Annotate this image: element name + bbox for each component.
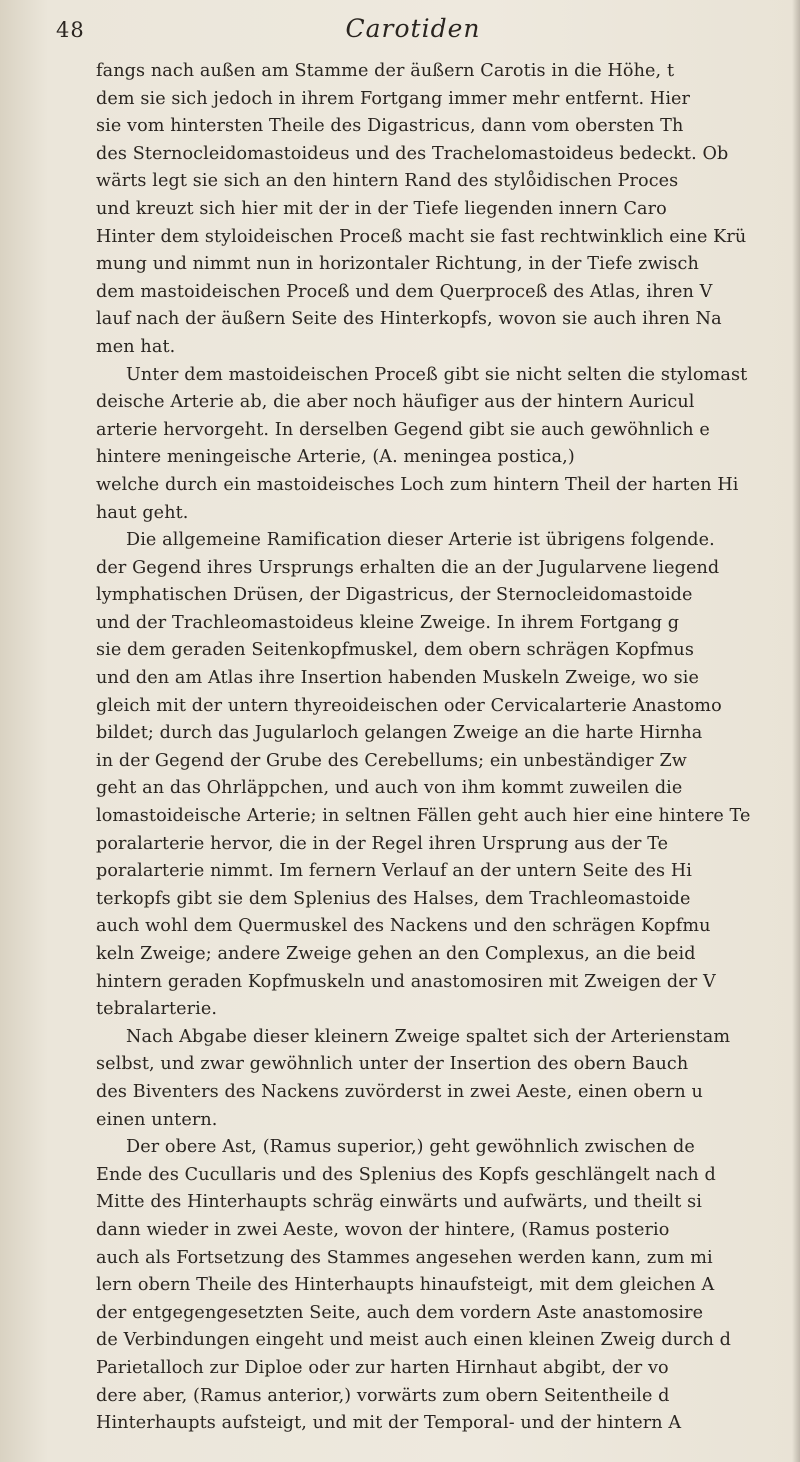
text-line: auch als Fortsetzung des Stammes angesehen werden kann, zum mi — [96, 1247, 713, 1268]
text-line: wärts legt sie sich an den hintern Rand des stylo̊idischen Proces — [96, 171, 679, 192]
text-line: Der obere Ast, (Ramus superior,) geht gewöhnlich zwischen de — [126, 1137, 695, 1158]
text-line: fangs nach außen am Stamme der äußern Carotis in die Höhe, t — [96, 61, 675, 81]
text-line: hintere meningeische Arterie, (A. meningea postica,) — [96, 447, 575, 468]
text-line: geht an das Ohrläppchen, und auch von ihm kommt zuweilen die — [96, 778, 683, 799]
text-line: haut geht. — [96, 502, 189, 523]
text-line: Nach Abgabe dieser kleinern Zweige spaltet sich der Arterienstam — [126, 1026, 731, 1047]
page-header — [56, 12, 770, 48]
text-line: Mitte des Hinterhaupts schräg einwärts und aufwärts, und theilt si — [96, 1192, 702, 1213]
text-line: bildet; durch das Jugularloch gelangen Zweige an die harte Hirnha — [96, 723, 703, 744]
page-number: 48 — [56, 18, 85, 42]
text-line: lomastoideische Arterie; in seltnen Fällen geht auch hier eine hintere Te — [96, 806, 751, 827]
text-line: einen untern. — [96, 1109, 218, 1130]
text-line: und kreuzt sich hier mit der in der Tiefe liegenden innern Caro — [96, 198, 667, 219]
text-line: de Verbindungen eingeht und meist auch einen kleinen Zweig durch d — [96, 1330, 732, 1351]
text-line: der Gegend ihres Ursprungs erhalten die an der Jugularvene liegend — [96, 557, 720, 578]
text-line: poralarterie nimmt. Im fernern Verlauf an der untern Seite des Hi — [96, 861, 692, 882]
text-line: Die allgemeine Ramification dieser Arterie ist übrigens folgende. — [126, 530, 715, 551]
text-line: deische Arterie ab, die aber noch häufiger aus der hintern Auricul — [96, 392, 695, 413]
text-line: auch wohl dem Quermuskel des Nackens und den schrägen Kopfmu — [96, 916, 711, 937]
text-line: in der Gegend der Grube des Cerebellums; ein unbeständiger Zw — [96, 750, 687, 771]
text-line: men hat. — [96, 336, 176, 357]
text-line: Hinterhaupts aufsteigt, und mit der Temporal- und der hintern A — [96, 1413, 682, 1434]
text-line: lauf nach der äußern Seite des Hinterkopfs, wovon sie auch ihren Na — [96, 309, 722, 330]
text-line: und der Trachleomastoideus kleine Zweige. In ihrem Fortgang g — [96, 612, 680, 633]
text-line: sie dem geraden Seitenkopfmuskel, dem obern schrägen Kopfmus — [96, 640, 694, 661]
text-line: mung und nimmt nun in horizontaler Richtung, in der Tiefe zwisch — [96, 254, 699, 275]
text-line: arterie hervorgeht. In derselben Gegend gibt sie auch gewöhnlich e — [96, 419, 710, 440]
text-line: gleich mit der untern thyreoideischen oder Cervicalarterie Anastomo — [96, 695, 722, 716]
text-line: dem mastoideischen Proceß und dem Querproceß des Atlas, ihren V — [96, 281, 713, 302]
text-line: Ende des Cucullaris und des Splenius des Kopfs geschlängelt nach d — [96, 1164, 716, 1185]
running-head: Carotiden — [345, 14, 481, 43]
text-line: Hinter dem styloideischen Proceß macht sie fast rechtwinklich eine Krü — [96, 226, 747, 247]
text-line: selbst, und zwar gewöhnlich unter der Insertion des obern Bauch — [96, 1054, 689, 1075]
text-line: dem sie sich jedoch in ihrem Fortgang immer mehr entfernt. Hier — [96, 88, 691, 109]
text-line: lymphatischen Drüsen, der Digastricus, der Sternocleidomastoide — [96, 585, 693, 606]
text-line: dere aber, (Ramus anterior,) vorwärts zum obern Seitentheile d — [96, 1385, 670, 1406]
text-line: keln Zweige; andere Zweige gehen an den Complexus, an die beid — [96, 944, 696, 964]
text-line: und den am Atlas ihre Insertion habenden Muskeln Zweige, wo sie — [96, 668, 700, 689]
page-edge-shadow — [792, 0, 800, 1462]
text-line: lern obern Theile des Hinterhaupts hinaufsteigt, mit dem gleichen A — [96, 1275, 715, 1296]
text-line: welche durch ein mastoideisches Loch zum hintern Theil der harten Hi — [96, 474, 739, 495]
body-text — [96, 58, 796, 1438]
text-line: Unter dem mastoideischen Proceß gibt sie nicht selten die stylomast — [126, 364, 748, 385]
text-line: der entgegengesetzten Seite, auch dem vordern Aste anastomosire — [96, 1302, 704, 1323]
text-line: terkopfs gibt sie dem Splenius des Halses, dem Trachleomastoide — [96, 888, 691, 909]
text-line: Parietalloch zur Diploe oder zur harten Hirnhaut abgibt, der vo — [96, 1357, 669, 1378]
text-line: dann wieder in zwei Aeste, wovon der hintere, (Ramus posterio — [96, 1219, 670, 1240]
text-line: sie vom hintersten Theile des Digastricus, dann vom obersten Th — [96, 116, 684, 137]
text-line: poralarterie hervor, die in der Regel ihren Ursprung aus der Te — [96, 833, 669, 854]
text-line: hintern geraden Kopfmuskeln und anastomosiren mit Zweigen der V — [96, 971, 716, 992]
text-line: des Biventers des Nackens zuvörderst in zwei Aeste, einen obern u — [96, 1081, 703, 1102]
text-line: des Sternocleidomastoideus und des Trachelomastoideus bedeckt. Ob — [96, 143, 729, 164]
text-line: tebralarterie. — [96, 999, 218, 1020]
